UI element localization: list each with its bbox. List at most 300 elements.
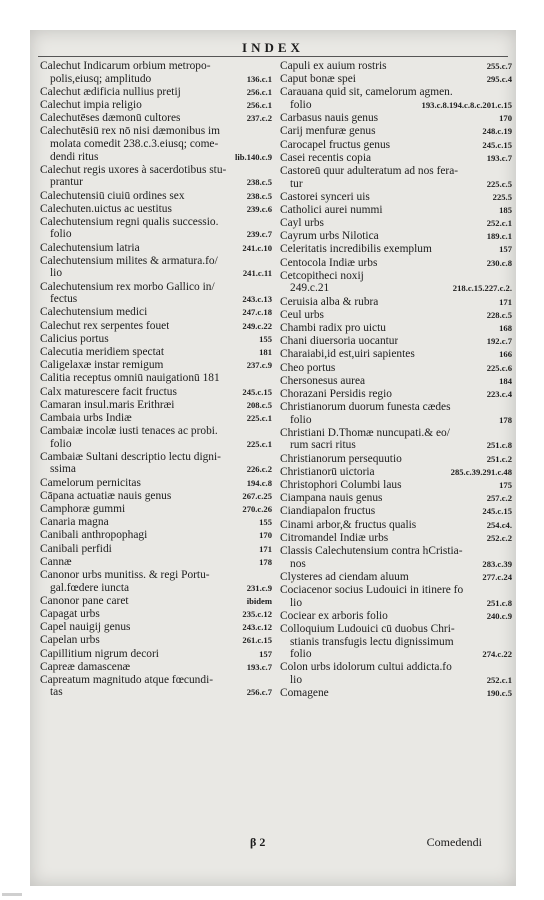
entry-text: Cheo portus [280, 361, 336, 374]
entry-text: dendi ritus [50, 150, 99, 163]
index-entry [280, 661, 512, 686]
index-entry [280, 584, 512, 609]
entry-text: Calechutensium rex morbo Gallico in/ [40, 280, 215, 293]
entry-text: Capreæ damascenæ [40, 660, 131, 673]
entry-text: Canonor pane caret [40, 594, 129, 607]
entry-text: Castoreū quur adulteratum ad nos fera- [280, 164, 459, 177]
page-reference: 228.c.5 [486, 309, 512, 320]
entry-line [40, 228, 272, 241]
page-reference: 178 [499, 414, 512, 425]
entry-text: Casei recentis copia [280, 151, 372, 164]
index-entry [280, 479, 512, 492]
index-entry [40, 164, 272, 189]
page-reference: 225.c.1 [246, 412, 272, 423]
entry-text: folio [290, 648, 312, 661]
entry-text: Christianorū uictoria [280, 465, 375, 478]
entry-line [280, 217, 512, 230]
entry-line [40, 86, 272, 99]
entry-text: prantur [50, 176, 83, 189]
page-reference: 267.c.25 [242, 490, 272, 501]
index-entry [40, 281, 272, 306]
page-reference: 208.c.5 [246, 399, 272, 410]
entry-text: Cambaia urbs Indiæ [40, 411, 132, 424]
index-entry [280, 125, 512, 138]
page-reference: 241.c.10 [242, 242, 272, 253]
index-entry [280, 453, 512, 466]
index-entry [40, 529, 272, 542]
entry-text: Carij menfuræ genus [280, 125, 376, 138]
entry-text: rum sacri ritus [290, 439, 356, 452]
entry-text: Ceul urbs [280, 308, 324, 321]
page-reference: 225.c.6 [486, 362, 512, 373]
index-entry [40, 634, 272, 647]
entry-text: Calechuten.uictus ac uestitus [40, 202, 172, 215]
entry-line [40, 386, 272, 399]
entry-line [280, 204, 512, 217]
entry-text: Capel nauigij genus [40, 621, 131, 634]
page-reference: 238.c.5 [246, 190, 272, 201]
index-entry [280, 571, 512, 584]
page-reference: 194.c.8 [246, 477, 272, 488]
page-reference: 193.c.7 [486, 152, 512, 163]
entry-text: Canibali perfidi [40, 542, 112, 555]
entry-text: Christianorum persequutio [280, 452, 402, 465]
index-entry [40, 569, 272, 594]
entry-text: Carauana quid sit, camelorum agmen. [280, 86, 453, 99]
entry-text: folio [50, 228, 72, 241]
index-entry [40, 60, 272, 85]
entry-text: Charaiabi,id est,uiri sapientes [280, 348, 415, 361]
entry-text: Chorazani Persidis regio [280, 387, 392, 400]
entry-text: Castorei synceri uis [280, 190, 370, 203]
entry-line [40, 686, 272, 699]
index-entry [40, 346, 272, 359]
entry-line [280, 388, 512, 401]
entry-text: Capagat urbs [40, 607, 100, 620]
entry-text: Colon urbs idolorum cultui addicta.fo [280, 661, 452, 674]
index-entry [280, 86, 512, 111]
index-entry [280, 519, 512, 532]
index-entry [40, 595, 272, 608]
entry-text: Ciampana nauis genus [280, 492, 383, 505]
entry-line [280, 558, 512, 571]
index-entry [280, 257, 512, 270]
page-reference: 245.c.15 [482, 139, 512, 150]
page-reference: 256.c.7 [246, 687, 272, 698]
entry-line [280, 230, 512, 243]
index-entry [280, 152, 512, 165]
index-entry [280, 73, 512, 86]
page-reference: 170 [259, 530, 272, 541]
entry-line [280, 661, 512, 674]
entry-line [280, 178, 512, 191]
index-entry [280, 492, 512, 505]
entry-text: Cociear ex arboris folio [280, 609, 388, 622]
entry-text: Caput bonæ spei [280, 73, 356, 86]
index-entry [280, 427, 512, 452]
index-entry [40, 399, 272, 412]
entry-line [280, 73, 512, 86]
page-reference: 178 [259, 556, 272, 567]
entry-text: folio [290, 413, 312, 426]
page-reference: 193.c.7 [246, 661, 272, 672]
entry-line [280, 309, 512, 322]
entry-line [280, 112, 512, 125]
entry-line [40, 372, 272, 385]
entry-text: fectus [50, 293, 78, 306]
entry-line [280, 648, 512, 661]
entry-text: gal.fœdere iuncta [50, 581, 130, 594]
page-reference: 157 [499, 244, 512, 255]
page-reference: 225.c.1 [246, 438, 272, 449]
entry-text: tas [50, 686, 63, 699]
entry-text: Calechutensium latria [40, 241, 140, 254]
entry-line [40, 569, 272, 582]
page-reference: 225.c.5 [486, 178, 512, 189]
entry-line [280, 139, 512, 152]
entry-line [40, 556, 272, 569]
index-entry [40, 621, 272, 634]
entry-line [40, 490, 272, 503]
entry-line [280, 362, 512, 375]
entry-line [40, 125, 272, 138]
entry-text: lio [50, 267, 63, 280]
entry-line [40, 151, 272, 164]
entry-line [40, 529, 272, 542]
entry-text: Clysteres ad ciendam aluum [280, 570, 409, 583]
entry-text: molata comedit 238.c.3.eiusq; come- [50, 137, 219, 150]
entry-line [280, 348, 512, 361]
index-entry [40, 242, 272, 255]
entry-line [40, 543, 272, 556]
page-reference: lib.140.c.9 [234, 151, 272, 162]
entry-text: Christophori Columbi laus [280, 479, 402, 492]
entry-text: Celeritatis incredibilis exemplum [280, 243, 432, 256]
index-entry [40, 425, 272, 450]
entry-text: Caligelaxæ instar remigum [40, 359, 164, 372]
entry-text: Camphoræ gummi [40, 503, 126, 516]
entry-line [280, 60, 512, 73]
page-reference: 277.c.24 [482, 571, 512, 582]
page-reference: 175 [499, 480, 512, 491]
entry-line [40, 138, 272, 151]
entry-text: tur [290, 177, 303, 190]
entry-text: Camaran insul.maris Erithræi [40, 398, 175, 411]
entry-line [280, 636, 512, 649]
page-reference: 247.c.18 [242, 307, 272, 318]
entry-line [40, 306, 272, 319]
catchword: Comedendi [426, 835, 482, 849]
index-entry [40, 451, 272, 476]
entry-line [280, 439, 512, 452]
page-reference: 155 [259, 517, 272, 528]
page-reference: 218.c.15.227.c.2. [452, 283, 512, 294]
entry-text: Calechutensium regni qualis successio. [40, 215, 219, 228]
entry-line [40, 73, 272, 86]
index-entry [280, 309, 512, 322]
entry-text: Comagene [280, 687, 329, 700]
entry-line [40, 582, 272, 595]
page-reference: 257.c.2 [486, 493, 512, 504]
entry-line [280, 674, 512, 687]
index-entry [280, 112, 512, 125]
page-reference: 251.c.2 [486, 453, 512, 464]
page-reference: ibidem [246, 595, 272, 606]
page-reference: 171 [259, 543, 272, 554]
page-reference: 240.c.9 [486, 610, 512, 621]
entry-text: Cayl urbs [280, 217, 324, 230]
entry-line [40, 99, 272, 112]
entry-text: Cetcopitheci noxij [280, 269, 364, 282]
page-reference: 193.c.8.194.c.8.c.201.c.15 [421, 99, 512, 110]
index-entry [40, 359, 272, 372]
entry-text: Capuli ex auium rostris [280, 60, 387, 72]
page-reference: 136.c.1 [246, 73, 272, 84]
entry-text: Chani diuersoria uocantur [280, 335, 399, 348]
entry-text: Christiani D.Thomæ nuncupati.& eo/ [280, 426, 450, 439]
index-entry [40, 556, 272, 569]
page-reference: 243.c.13 [242, 294, 272, 305]
page-reference: 252.c.1 [486, 218, 512, 229]
page-reference: 245.c.15 [482, 506, 512, 517]
index-entry [280, 375, 512, 388]
entry-text: Catholici aurei nummi [280, 203, 383, 216]
entry-text: Calechutēsiū rex nō nisi dæmonibus im [40, 125, 221, 138]
entry-text: Cinami arbor,& fructus qualis [280, 518, 417, 531]
entry-line [40, 203, 272, 216]
entry-line [40, 267, 272, 280]
entry-text: Calechut rex serpentes fouet [40, 319, 170, 332]
entry-text: Calechutēses dæmonū cultores [40, 112, 181, 125]
entry-text: Calicius portus [40, 332, 109, 345]
entry-line [40, 242, 272, 255]
entry-line [40, 503, 272, 516]
entry-text: Cambaiæ incolæ iusti tenaces ac probi. [40, 425, 218, 438]
entry-line [40, 176, 272, 189]
page-reference: 225.5 [492, 191, 512, 202]
index-entry [280, 348, 512, 361]
entry-text: folio [50, 437, 72, 450]
entry-line [40, 216, 272, 229]
index-entry [40, 412, 272, 425]
entry-line [40, 595, 272, 608]
scan-mark [2, 893, 22, 896]
page-reference: 256.c.1 [246, 99, 272, 110]
entry-line [40, 608, 272, 621]
index-entry [40, 661, 272, 674]
index-entry [280, 623, 512, 661]
entry-line [40, 190, 272, 203]
index-column-left [40, 60, 272, 700]
entry-text: Cannæ [40, 555, 72, 568]
page-reference: 248.c.19 [482, 126, 512, 137]
entry-line [40, 412, 272, 425]
entry-line [40, 516, 272, 529]
index-entry [40, 516, 272, 529]
page-reference: 237.c.9 [246, 360, 272, 371]
entry-text: Calechutensium milites & armatura.fo/ [40, 254, 218, 267]
page-reference: 285.c.39.291.c.48 [450, 466, 512, 477]
entry-line [280, 610, 512, 623]
entry-line [280, 584, 512, 597]
entry-line [40, 648, 272, 661]
page-reference: 185 [499, 204, 512, 215]
page-reference: 157 [259, 648, 272, 659]
entry-line [280, 401, 512, 414]
index-entry [40, 125, 272, 163]
entry-text: lio [290, 673, 303, 686]
entry-text: Colloquium Ludouici cū duobus Chri- [280, 622, 455, 635]
page-reference: 249.c.22 [242, 320, 272, 331]
entry-line [280, 623, 512, 636]
page-reference: 166 [499, 349, 512, 360]
index-entry [40, 112, 272, 125]
entry-text: Cayrum urbs Nilotica [280, 230, 379, 243]
entry-line [280, 597, 512, 610]
entry-text: ssima [50, 463, 76, 476]
entry-text: Ciandiapalon fructus [280, 505, 376, 518]
entry-line [40, 451, 272, 464]
entry-line [40, 293, 272, 306]
entry-line [280, 125, 512, 138]
entry-line [40, 164, 272, 177]
page-reference: 241.c.11 [242, 268, 272, 279]
entry-line [280, 375, 512, 388]
index-entry [280, 335, 512, 348]
entry-text: Camelorum pernicitas [40, 476, 141, 489]
entry-text: Cambaiæ Sultani descriptio lectu digni- [40, 450, 221, 463]
entry-text: Capillitium nigrum decori [40, 647, 159, 660]
index-entry [40, 674, 272, 699]
index-entry [40, 255, 272, 280]
entry-line [40, 333, 272, 346]
entry-line [280, 282, 512, 295]
entry-line [280, 243, 512, 256]
entry-line [280, 453, 512, 466]
entry-text: polis,eiusq; amplitudo [50, 72, 152, 85]
entry-line [40, 463, 272, 476]
entry-text: Canibali anthropophagi [40, 529, 148, 542]
entry-line [40, 281, 272, 294]
entry-line [40, 674, 272, 687]
page-reference: 239.c.7 [246, 229, 272, 240]
page-reference: 243.c.12 [242, 622, 272, 633]
index-entry [40, 490, 272, 503]
entry-text: Christianorum duorum funesta cædes [280, 401, 451, 414]
page-header: INDEX [242, 40, 304, 55]
entry-line [280, 191, 512, 204]
signature-mark: β 2 [250, 835, 266, 849]
page-reference: 226.c.2 [246, 464, 272, 475]
page-reference: 245.c.15 [242, 386, 272, 397]
page-reference: 251.c.8 [486, 440, 512, 451]
page-reference: 270.c.26 [242, 504, 272, 515]
entry-line [40, 60, 272, 73]
entry-line [280, 505, 512, 518]
entry-line [40, 634, 272, 647]
entry-line [40, 399, 272, 412]
entry-line [280, 427, 512, 440]
entry-line [280, 86, 512, 99]
entry-line [280, 492, 512, 505]
page-reference: 230.c.8 [486, 257, 512, 268]
entry-line [40, 477, 272, 490]
entry-line [280, 257, 512, 270]
index-entry [280, 401, 512, 426]
entry-text: Carocapel fructus genus [280, 138, 391, 151]
entry-text: Cāpana actuatiæ nauis genus [40, 489, 172, 502]
entry-line [40, 438, 272, 451]
index-entry [280, 545, 512, 570]
page-reference: 255.c.7 [486, 61, 512, 71]
page-footer [250, 835, 482, 850]
entry-line [280, 296, 512, 309]
index-entry [40, 648, 272, 661]
entry-text: Cociacenor socius Ludouici in itinere fo [280, 583, 464, 596]
entry-text: Carbasus nauis genus [280, 112, 379, 125]
page-reference: 254.c4. [486, 519, 512, 530]
entry-text: Canonor urbs munitiss. & regi Portu- [40, 568, 210, 581]
index-entry [40, 333, 272, 346]
entry-line [280, 532, 512, 545]
entry-line [280, 322, 512, 335]
page-reference: 192.c.7 [486, 336, 512, 347]
entry-line [280, 466, 512, 479]
index-entry [40, 216, 272, 241]
entry-text: Calechutensium medici [40, 306, 148, 319]
entry-text: Capelan urbs [40, 634, 100, 647]
index-entry [280, 532, 512, 545]
index-entry [280, 191, 512, 204]
index-entry [280, 139, 512, 152]
index-entry [40, 372, 272, 385]
index-entry [280, 362, 512, 375]
entry-text: lio [290, 596, 303, 609]
index-entry [40, 608, 272, 621]
index-entry [40, 99, 272, 112]
entry-line [40, 661, 272, 674]
entry-line [40, 320, 272, 333]
page-reference: 252.c.2 [486, 532, 512, 543]
entry-line [280, 571, 512, 584]
entry-text: Calx maturescere facit fructus [40, 385, 177, 398]
entry-text: Canaria magna [40, 516, 109, 529]
index-entry [280, 270, 512, 295]
page-reference: 261.c.15 [242, 635, 272, 646]
entry-line [280, 99, 512, 112]
entry-text: Ceruisia alba & rubra [280, 295, 379, 308]
page-reference: 223.c.4 [486, 388, 512, 399]
entry-text: Capreatum magnitudo atque fœcundi- [40, 673, 214, 686]
entry-line [280, 270, 512, 283]
page-reference: 235.c.12 [242, 608, 272, 619]
entry-text: Chambi radix pro uictu [280, 321, 386, 334]
entry-text: folio [290, 98, 312, 111]
page-reference: 239.c.6 [246, 203, 272, 214]
entry-text: Calechut impia religio [40, 98, 142, 111]
index-entry [280, 687, 512, 700]
index-column-right [280, 60, 512, 700]
page-reference: 274.c.22 [482, 649, 512, 660]
entry-line [40, 359, 272, 372]
index-entry [280, 505, 512, 518]
index-entry [40, 386, 272, 399]
entry-text: Chersonesus aurea [280, 374, 366, 387]
index-entry [40, 477, 272, 490]
book-page [30, 30, 516, 886]
page-reference: 190.c.5 [486, 688, 512, 699]
page-reference: 170 [499, 113, 512, 124]
